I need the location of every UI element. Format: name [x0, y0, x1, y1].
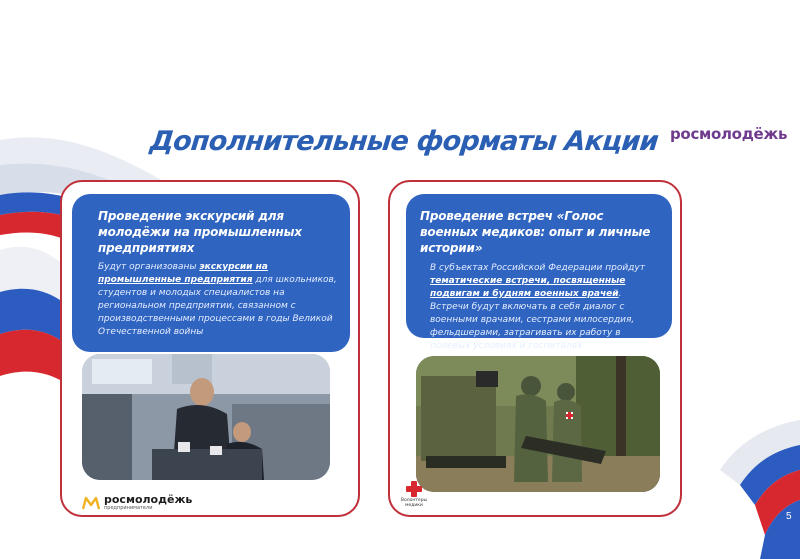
medical-cross-icon [405, 480, 423, 498]
volunteer-medics-line1: Волонтеры [400, 498, 428, 503]
factory-workers-photo [82, 354, 330, 480]
card-excursions-text [72, 256, 350, 339]
volunteer-medics-line2: медики [405, 503, 423, 508]
card-medics-text-start: В субъектах Российской Федерации пройдут [430, 263, 645, 273]
card-excursions-highlight: экскурсии на промышленные предприятия [98, 262, 268, 285]
card-medics-text-end: . Встречи будут включать в себя диалог с военными врачами, сестрами милосердия, фельдшерами, затрагивать их работу в полевых условиях и госпиталях [430, 289, 635, 351]
card-excursions-text-start: Будут организованы [98, 262, 200, 272]
card-medics-highlight: тематические встречи, посвященные подвигам и будням военных врачей [430, 276, 626, 299]
rosmolodezh-entrepreneurs-logo [82, 494, 192, 512]
logo-text-sub: предприниматели [104, 505, 153, 511]
card-medics [388, 180, 682, 517]
military-medics-photo [416, 356, 660, 492]
brand-logo-top: росмолодёжь [670, 125, 788, 143]
card-excursions-text-end: для школьников, студентов и молодых специалистов на региональном предприятии, связанном с производственными процессами в годы Великой Отечественной войны [98, 275, 337, 337]
card-medics-text [406, 256, 672, 353]
page-number: 5 [786, 511, 792, 522]
card-excursions-title: Проведение экскурсий для молодёжи на промышленных предприятиях [98, 209, 302, 255]
card-medics-title: Проведение встреч «Голос военных медиков: опыт и личные истории» [420, 209, 651, 255]
card-excursions-panel [72, 194, 350, 352]
volunteer-medics-logo [394, 480, 434, 508]
card-medics-panel [406, 194, 672, 351]
rosmolodezh-m-icon [82, 496, 100, 510]
page-title: Дополнительные форматы Акции [148, 126, 660, 157]
logo-text-main: росмолодёжь [104, 493, 193, 506]
card-excursions [60, 180, 360, 517]
